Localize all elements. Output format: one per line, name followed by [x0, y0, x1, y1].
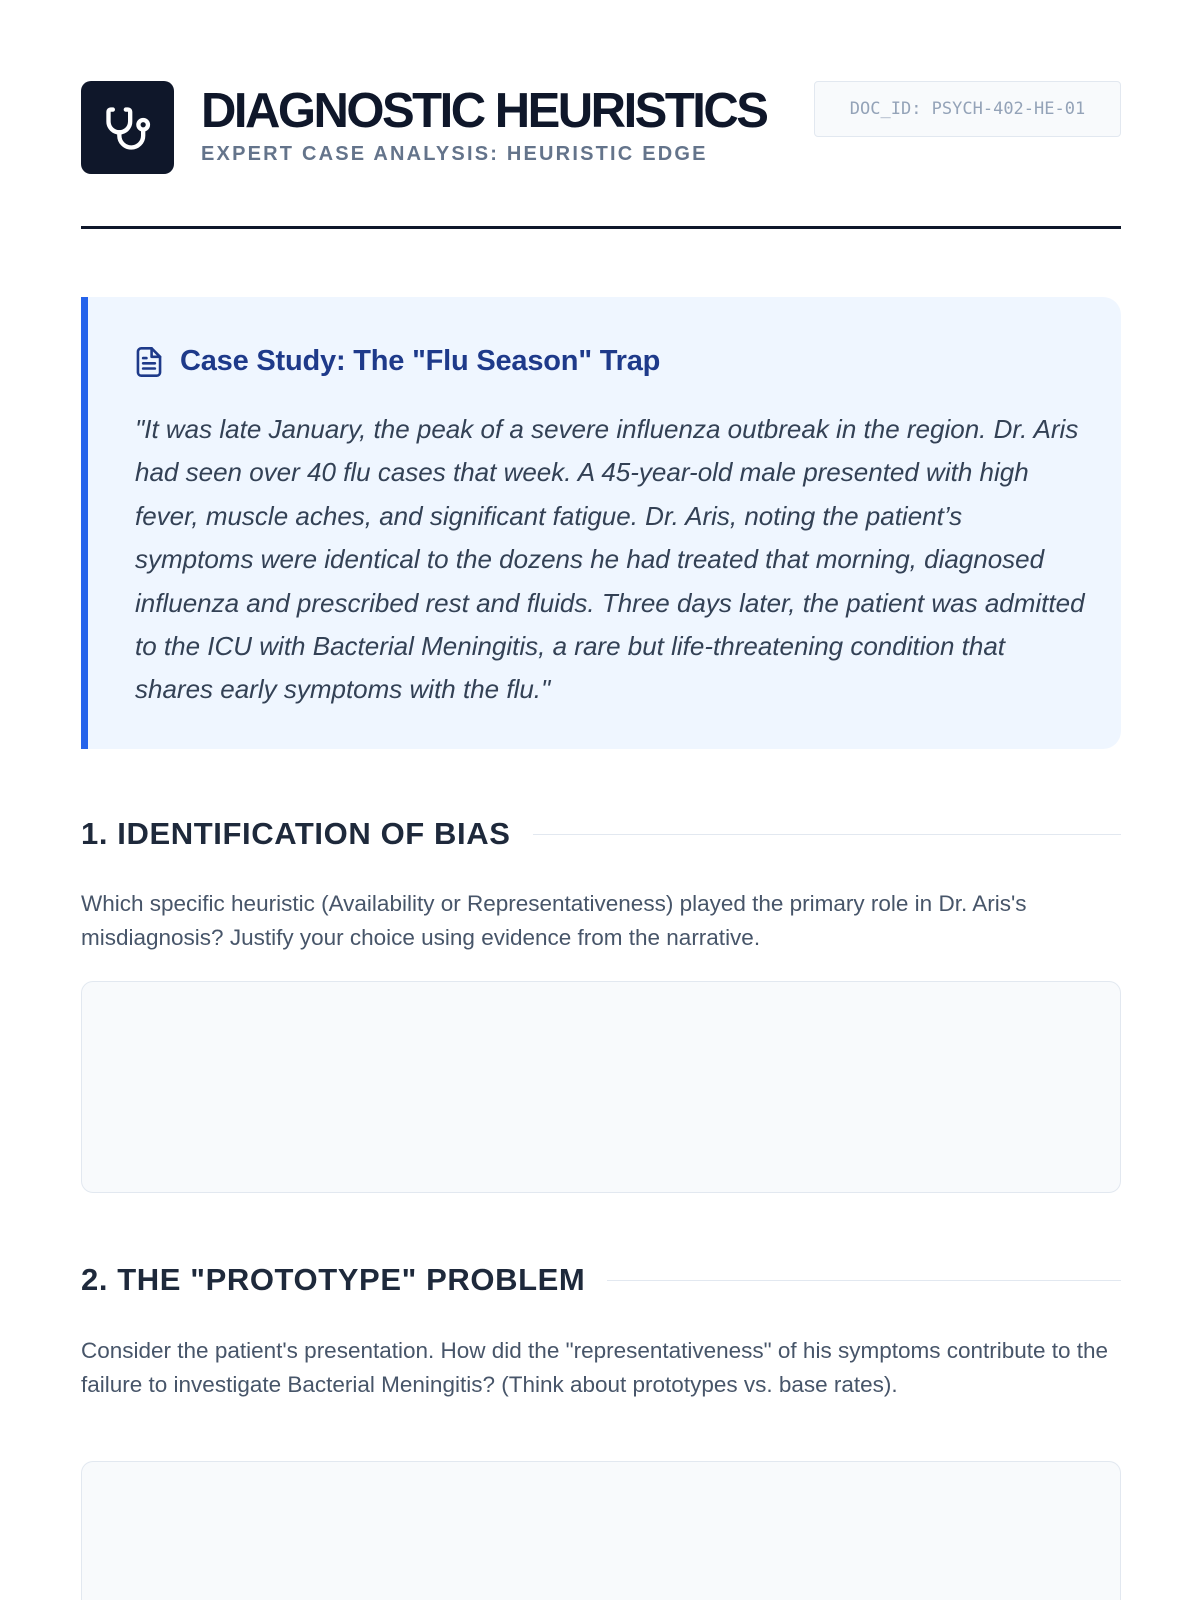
section-1-header: [81, 816, 1121, 852]
section-1-question: Which specific heuristic (Availability or Representativeness) played the primary role in Dr. Aris's misdiagnosis? Justify your choice using evidence from the narrative.: [81, 891, 1027, 950]
section-2-divider: [607, 1280, 1121, 1281]
section-1-title: 1. IDENTIFICATION OF BIAS: [81, 816, 511, 851]
case-study-title: Case Study: The "Flu Season" Trap: [180, 345, 661, 377]
section-2-title: 2. THE "PROTOTYPE" PROBLEM: [81, 1262, 586, 1297]
document-icon: [136, 346, 162, 378]
section-2-header: [81, 1262, 1121, 1298]
section-2-answer-field[interactable]: [81, 1461, 1121, 1600]
worksheet-page: [81, 0, 1121, 1600]
section-1-divider: [533, 834, 1122, 835]
case-study-header: [136, 345, 660, 378]
logo: [81, 81, 174, 174]
case-study-narrative: "It was late January, the peak of a severe influenza outbreak in the region. Dr. Aris had seen over 40 flu cases that week. A 45-year-old male presented with high fever, muscle aches, and significant fatigue. Dr. Aris, noting the patient’s symptoms were identical to the dozens he had treated that morning, diagnosed influenza and prescribed rest and fluids. Three days later, the patient was admitted to the ICU with Bacterial Meningitis, a rare but life-threatening condition that shares early symptoms with the flu.": [135, 414, 1085, 705]
section-1-answer-field[interactable]: [81, 981, 1121, 1193]
page-title: DIAGNOSTIC HEURISTICS: [201, 84, 767, 138]
section-2-question: Consider the patient's presentation. How did the "representativeness" of his symptoms contribute to the failure to investigate Bacterial Meningitis? (Think about prototypes vs. base rates).: [81, 1338, 1109, 1397]
header-divider: [81, 226, 1121, 229]
case-study-box: [81, 297, 1121, 749]
doc-id-badge: DOC_ID: PSYCH-402-HE-01: [814, 81, 1121, 137]
header: [81, 81, 1121, 231]
page-subtitle: EXPERT CASE ANALYSIS: HEURISTIC EDGE: [201, 143, 708, 165]
stethoscope-icon: [102, 102, 154, 154]
